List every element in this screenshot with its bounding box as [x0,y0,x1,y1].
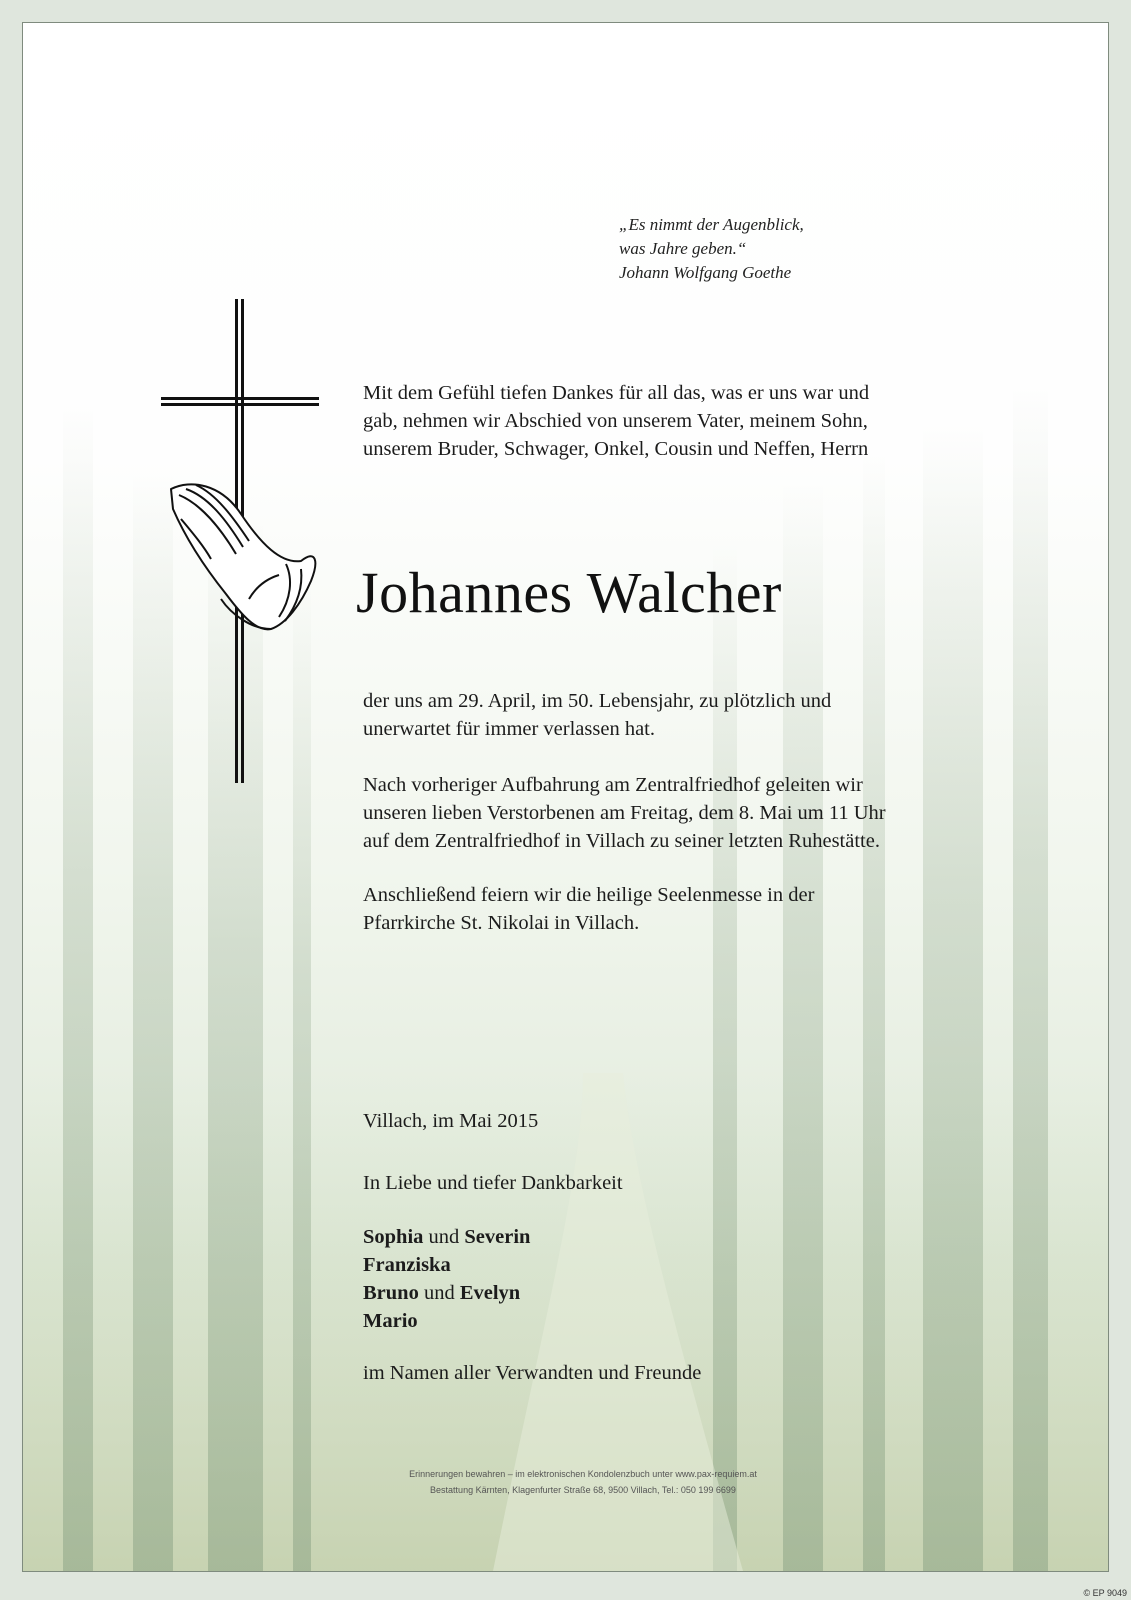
quote-line-2: was Jahre geben.“ [619,239,747,258]
family-row-4 [363,1307,530,1335]
family-row-2 [363,1251,530,1279]
quote-line-1: „Es nimmt der Augenblick, [619,215,804,234]
family-row-3 [363,1279,530,1307]
intro-paragraph [363,379,963,463]
place-date [363,1107,963,1135]
death-notice-paragraph [363,687,963,743]
print-code: © EP 9049 [1083,1588,1127,1598]
funeral-paragraph [363,771,963,855]
relatives-text: im Namen aller Verwandten und Freunde [363,1362,702,1384]
funeral-line-3: auf dem Zentralfriedhof in Villach zu seiner letzten Ruhestätte. [363,830,880,852]
place-date-text: Villach, im Mai 2015 [363,1110,539,1132]
family-member: Severin [464,1226,531,1248]
quote-author: Johann Wolfgang Goethe [619,263,792,282]
family-member: Franziska [363,1254,451,1276]
footer-line-1: Erinnerungen bewahren – im elektronischen Kondolenzbuch unter www.pax-requiem.at [409,1469,757,1479]
family-row-1 [363,1223,530,1251]
family-member: Evelyn [459,1282,521,1304]
family-member: Mario [363,1310,418,1332]
family-member: Sophia [363,1226,424,1248]
funeral-line-2: unseren lieben Verstorbenen am Freitag, dem 8. Mai um 11 Uhr [363,802,886,824]
obituary-sheet [22,22,1109,1572]
intro-line-1: Mit dem Gefühl tiefen Dankes für all das, was er uns war und [363,382,870,404]
closing-text: In Liebe und tiefer Dankbarkeit [363,1172,623,1194]
family-join: und [418,1282,460,1304]
footer-line-2: Bestattung Kärnten, Klagenfurter Straße 68, 9500 Villach, Tel.: 050 199 6699 [430,1485,736,1495]
intro-line-3: unserem Bruder, Schwager, Onkel, Cousin und Neffen, Herrn [363,438,869,460]
quote-block [619,213,879,285]
family-list [363,1223,530,1335]
cross-praying-hands-icon [161,299,331,789]
closing-line [363,1169,963,1197]
relatives-line [363,1359,963,1387]
family-join: und [423,1226,465,1248]
death-notice-line-2: unerwartet für immer verlassen hat. [363,718,656,740]
funeral-line-1: Nach vorheriger Aufbahrung am Zentralfriedhof geleiten wir [363,774,863,796]
death-notice-line-1: der uns am 29. April, im 50. Lebensjahr, zu plötzlich und [363,690,832,712]
mass-paragraph [363,881,963,937]
deceased-name: Johannes Walcher [356,560,782,625]
intro-line-2: gab, nehmen wir Abschied von unserem Vater, meinem Sohn, [363,410,868,432]
mass-line-1: Anschließend feiern wir die heilige Seelenmesse in der [363,884,815,906]
mass-line-2: Pfarrkirche St. Nikolai in Villach. [363,912,640,934]
family-member: Bruno [363,1282,419,1304]
